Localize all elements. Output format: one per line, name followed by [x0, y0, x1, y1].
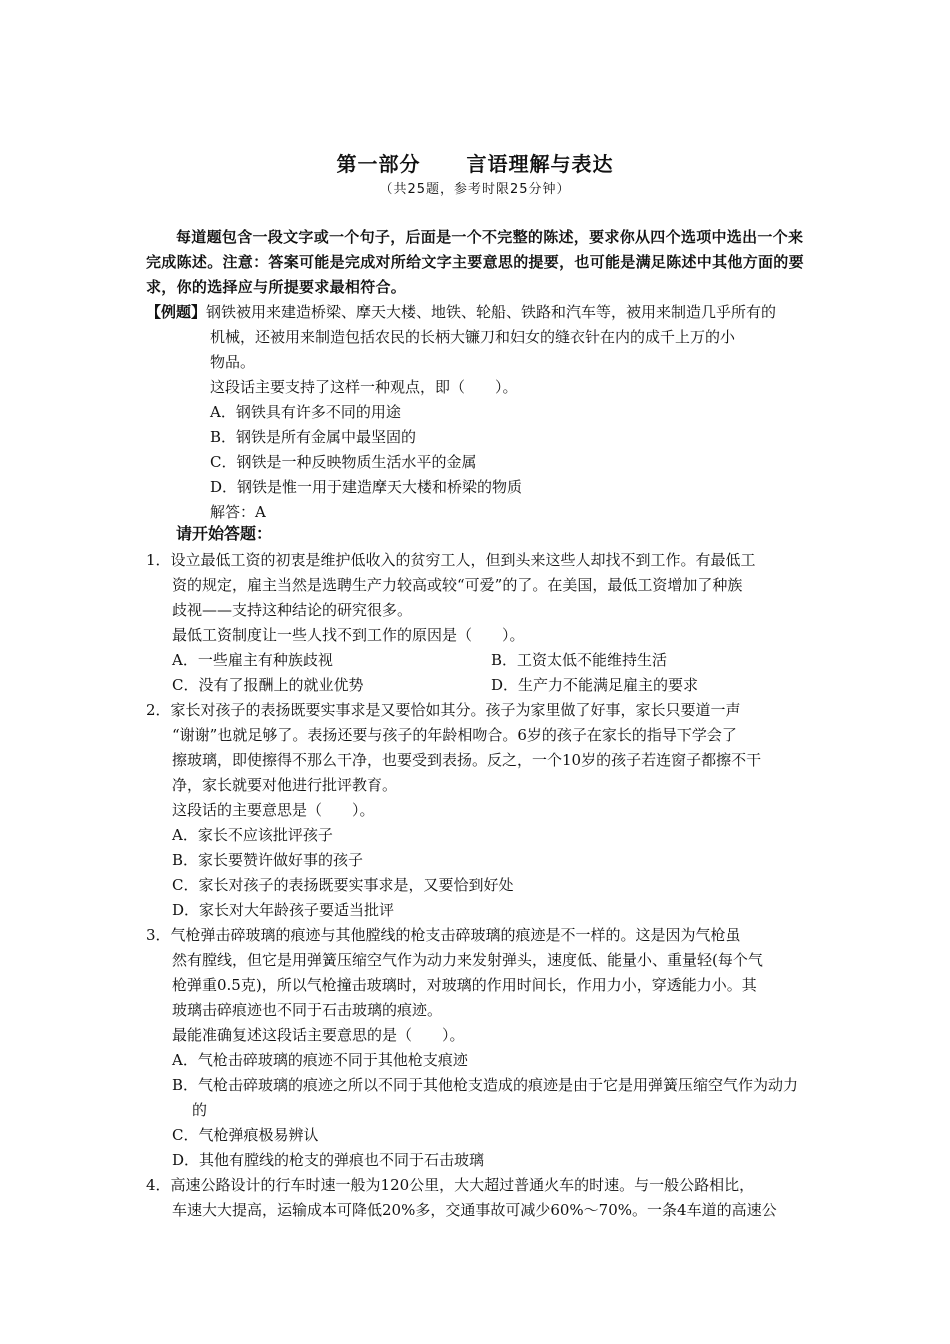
example-answer: 解答：A — [210, 503, 266, 521]
question-stem-line: 1．设立最低工资的初衷是维护低收入的贫穷工人，但到头来这些人却找不到工作。有最低工 — [146, 551, 756, 569]
question-stem-line: 资的规定，雇主当然是选聘生产力较高或较“可爱”的了。在美国，最低工资增加了种族 — [172, 576, 743, 594]
question-1 — [146, 548, 810, 698]
question-stem-line: 净，家长就要对他进行批评教育。 — [172, 776, 398, 794]
question-prompt: 这段话的主要意思是（ ）。 — [172, 801, 375, 819]
option-c: C．气枪弹痕极易辨认 — [172, 1126, 319, 1144]
option-row — [146, 673, 810, 698]
question-stem-line: “谢谢”也就足够了。表扬还要与孩子的年龄相吻合。6岁的孩子在家长的指导下学会了 — [172, 726, 737, 744]
question-stem-line: 3．气枪弹击碎玻璃的痕迹与其他膛线的枪支击碎玻璃的痕迹是不一样的。这是因为气枪虽 — [146, 926, 741, 944]
question-2 — [146, 698, 810, 923]
question-stem-line: 擦玻璃，即使擦得不那么干净，也要受到表扬。反之，一个10岁的孩子若连窗子都擦不干 — [172, 751, 762, 769]
title-part: 第一部分 — [336, 152, 421, 176]
instructions: 每道题包含一段文字或一个句子，后面是一个不完整的陈述，要求你从四个选项中选出一个来完成陈述。注意：答案可能是完成对所给文字主要意思的提要，也可能是满足陈述中其他方面的要求，你的选择应与所提要求最相符合。 — [146, 228, 804, 296]
page-subtitle: （共25题，参考时限25分钟） — [379, 182, 571, 197]
example-block — [146, 300, 810, 525]
example-option: A．钢铁具有许多不同的用途 — [210, 403, 401, 421]
page-title — [0, 148, 950, 177]
question-3 — [146, 923, 810, 1173]
example-line-1 — [146, 300, 810, 325]
question-stem-line: 2．家长对孩子的表扬既要实事求是又要恰如其分。孩子为家里做了好事，家长只要道一声 — [146, 701, 741, 719]
question-stem-line: 枪弹重0.5克)，所以气枪撞击玻璃时，对玻璃的作用时间长，作用力小，穿透能力小。其 — [172, 976, 757, 994]
option-a: A．气枪击碎玻璃的痕迹不同于其他枪支痕迹 — [172, 1051, 468, 1069]
question-stem-line: 歧视——支持这种结论的研究很多。 — [172, 601, 413, 619]
option-c: C．家长对孩子的表扬既要实事求是，又要恰到好处 — [172, 876, 514, 894]
option-b: B．气枪击碎玻璃的痕迹之所以不同于其他枪支造成的痕迹是由于它是用弹簧压缩空气作为动力的 — [172, 1076, 799, 1119]
example-option: D．钢铁是惟一用于建造摩天大楼和桥梁的物质 — [210, 478, 523, 496]
option-d: D．生产力不能满足雇主的要求 — [491, 676, 699, 694]
question-stem-line: 玻璃击碎痕迹也不同于石击玻璃的痕迹。 — [172, 1001, 443, 1019]
question-stem-line: 4．高速公路设计的行车时速一般为120公里，大大超过普通火车的时速。与一般公路相比， — [146, 1176, 755, 1194]
option-b: B．家长要赞许做好事的孩子 — [172, 851, 364, 869]
option-a: A．一些雇主有种族歧视 — [172, 651, 333, 669]
option-b: B．工资太低不能维持生活 — [491, 651, 668, 669]
example-option: C．钢铁是一种反映物质生活水平的金属 — [210, 453, 477, 471]
question-stem-line: 车速大大提高，运输成本可降低20%多，交通事故可减少60%～70%。一条4车道的高速公 — [172, 1201, 777, 1219]
example-label: 【例题】 — [146, 303, 207, 321]
question-list — [146, 548, 810, 1223]
option-c: C．没有了报酬上的就业优势 — [172, 676, 364, 694]
example-text-1: 钢铁被用来建造桥梁、摩天大楼、地铁、轮船、铁路和汽车等，被用来制造几乎所有的 — [206, 303, 777, 321]
example-text-2: 机械，还被用来制造包括农民的长柄大镰刀和妇女的缝衣针在内的成千上万的小 — [210, 328, 736, 346]
option-d: D．家长对大年龄孩子要适当批评 — [172, 901, 395, 919]
example-text-3: 物品。 — [210, 353, 256, 371]
question-4 — [146, 1173, 810, 1223]
start-label: 请开始答题： — [176, 524, 273, 543]
question-prompt: 最低工资制度让一些人找不到工作的原因是（ ）。 — [172, 626, 525, 644]
example-option: B．钢铁是所有金属中最坚固的 — [210, 428, 417, 446]
option-d: D．其他有膛线的枪支的弹痕也不同于石击玻璃 — [172, 1151, 485, 1169]
option-a: A．家长不应该批评孩子 — [172, 826, 333, 844]
question-stem-line: 然有膛线，但它是用弹簧压缩空气作为动力来发射弹头，速度低、能量小、重量轻(每个气 — [172, 951, 763, 969]
title-name: 言语理解与表达 — [466, 152, 614, 176]
example-question: 这段话主要支持了这样一种观点，即（ ）。 — [210, 378, 518, 396]
option-row — [146, 648, 810, 673]
question-prompt: 最能准确复述这段话主要意思的是（ ）。 — [172, 1026, 465, 1044]
